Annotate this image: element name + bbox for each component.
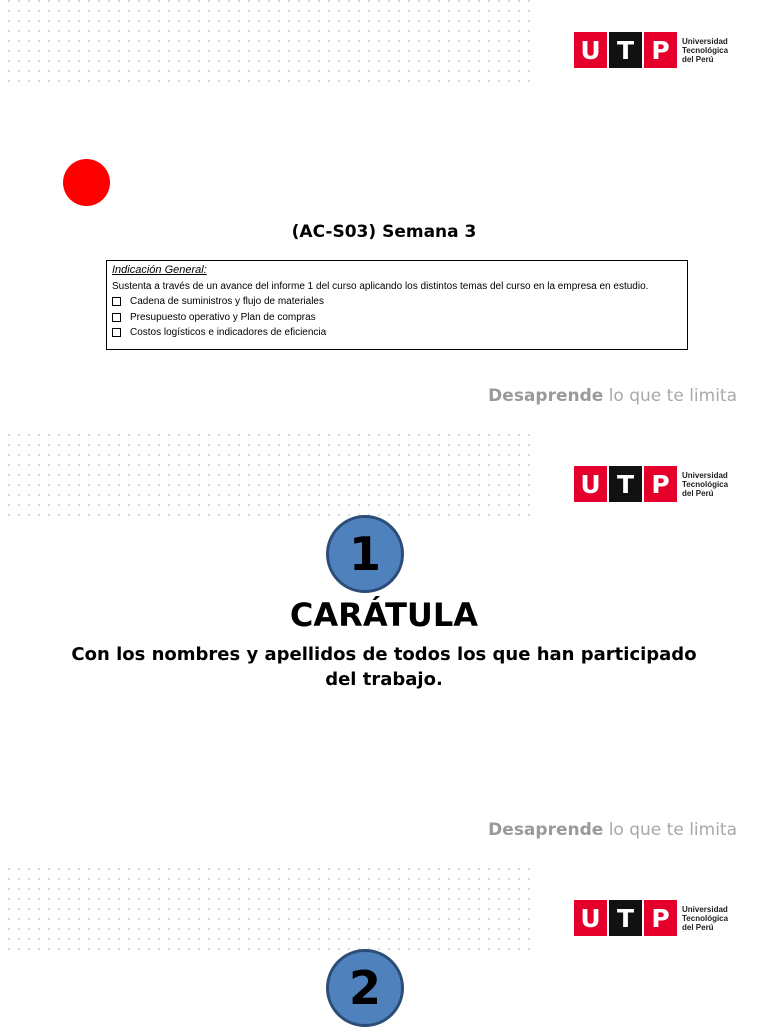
logo-letter-p: P — [644, 900, 677, 936]
indicacion-heading: Indicación General: — [112, 264, 207, 276]
utp-logo — [574, 465, 728, 503]
logo-letter-t: T — [609, 900, 642, 936]
utp-logo — [574, 31, 728, 69]
checkbox-icon — [112, 297, 121, 306]
indicacion-box — [106, 260, 688, 350]
list-item: Presupuesto operativo y Plan de compras — [112, 310, 682, 326]
section-number-badge: 2 — [326, 949, 404, 1027]
logo-university-name: Universidad Tecnológica del Perú — [682, 470, 729, 498]
indicacion-body: Sustenta a través de un avance del informe 1 del curso aplicando los distintos temas del curso en la empresa en estudio. — [112, 280, 649, 292]
logo-university-name: Universidad Tecnológica del Perú — [682, 904, 729, 932]
tagline: Desaprende lo que te limita — [488, 386, 737, 406]
logo-letter-t: T — [609, 32, 642, 68]
logo-letter-u: U — [574, 32, 607, 68]
logo-letter-p: P — [644, 466, 677, 502]
tagline: Desaprende lo que te limita — [488, 820, 737, 840]
slide-1 — [0, 0, 768, 434]
dot-pattern — [0, 434, 530, 524]
logo-university-name: Universidad Tecnológica del Perú — [682, 36, 729, 64]
checkbox-icon — [112, 328, 121, 337]
list-item: Cadena de suministros y flujo de materiales — [112, 294, 682, 310]
section-number-badge: 1 — [326, 515, 404, 593]
utp-logo — [574, 899, 728, 937]
logo-letter-p: P — [644, 32, 677, 68]
section-subtitle: Con los nombres y apellidos de todos los que han participado del trabajo. — [71, 644, 697, 690]
checkbox-icon — [112, 313, 121, 322]
section-title: CARÁTULA — [289, 596, 479, 634]
red-circle-marker — [63, 159, 110, 206]
logo-letter-u: U — [574, 900, 607, 936]
logo-letter-u: U — [574, 466, 607, 502]
dot-pattern — [0, 0, 530, 90]
logo-letter-t: T — [609, 466, 642, 502]
slide-title: (AC-S03) Semana 3 — [291, 222, 477, 242]
dot-pattern — [0, 868, 530, 958]
list-item: Costos logísticos e indicadores de eficiencia — [112, 325, 682, 341]
